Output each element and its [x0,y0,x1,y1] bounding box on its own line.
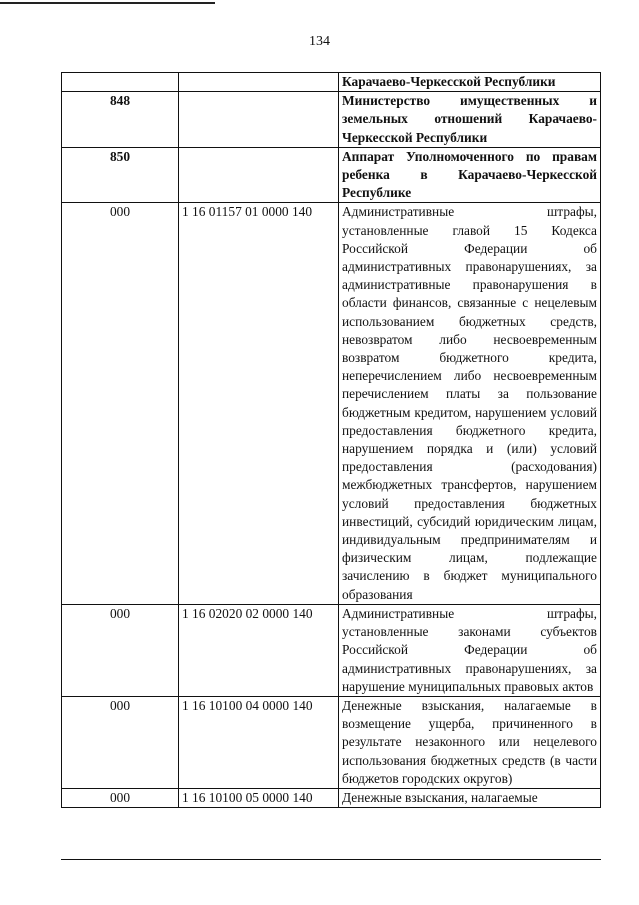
description-cell: Административные штрафы, установленные главой 15 Кодекса Российской Федерации об административных правонарушениях, за административные правонарушения в области финансов, связанные с нецелевым использованием бюджетных средств, невозвратом либо несвоевременным возвратом бюджетного кредита, неперечислением либо несвоевременным перечислением платы за пользование бюджетным кредитом, нарушением условий предоставления бюджетного кредита, нарушением порядка и (или) условий предоставления (расходования) межбюджетных трансфертов, нарушением условий предоставления бюджетных инвестиций, субсидий юридическим лицам, индивидуальным предпринимателям и физическим лицам, подлежащие зачислению в бюджет муниципального образования [339,203,601,604]
kbk-code-cell: 1 16 10100 05 0000 140 [179,788,339,807]
kbk-code-cell [179,92,339,148]
kbk-code-cell: 1 16 10100 04 0000 140 [179,696,339,788]
table-row [62,203,601,604]
header-rule [0,2,215,4]
description-cell: Аппарат Уполномоченного по правам ребенка в Карачаево-Черкесской Республике [339,147,601,203]
page-number: 134 [309,34,330,49]
kbk-code-cell [179,147,339,203]
kbk-code-cell [179,73,339,92]
revenue-codes-table [61,72,601,808]
kbk-code-cell: 1 16 02020 02 0000 140 [179,604,339,696]
description-cell: Административные штрафы, установленные законами субъектов Российской Федерации об административных правонарушениях, за нарушение муниципальных правовых актов [339,604,601,696]
description-cell: Министерство имущественных и земельных отношений Карачаево-Черкесской Республики [339,92,601,148]
admin-code-cell [62,73,179,92]
admin-code-cell: 848 [62,92,179,148]
kbk-code-cell: 1 16 01157 01 0000 140 [179,203,339,604]
admin-code-cell: 000 [62,203,179,604]
admin-code-cell: 850 [62,147,179,203]
description-cell: Денежные взыскания, налагаемые [339,788,601,807]
bottom-rule [61,859,601,860]
admin-code-cell: 000 [62,788,179,807]
admin-code-cell: 000 [62,696,179,788]
table-row [62,788,601,807]
table-row [62,147,601,203]
description-cell: Карачаево-Черкесской Республики [339,73,601,92]
table-row [62,604,601,696]
table-row [62,73,601,92]
table-row [62,92,601,148]
table-row [62,696,601,788]
description-cell: Денежные взыскания, налагаемые в возмещение ущерба, причиненного в результате незаконного или нецелевого использования бюджетных средств (в части бюджетов городских округов) [339,696,601,788]
admin-code-cell: 000 [62,604,179,696]
